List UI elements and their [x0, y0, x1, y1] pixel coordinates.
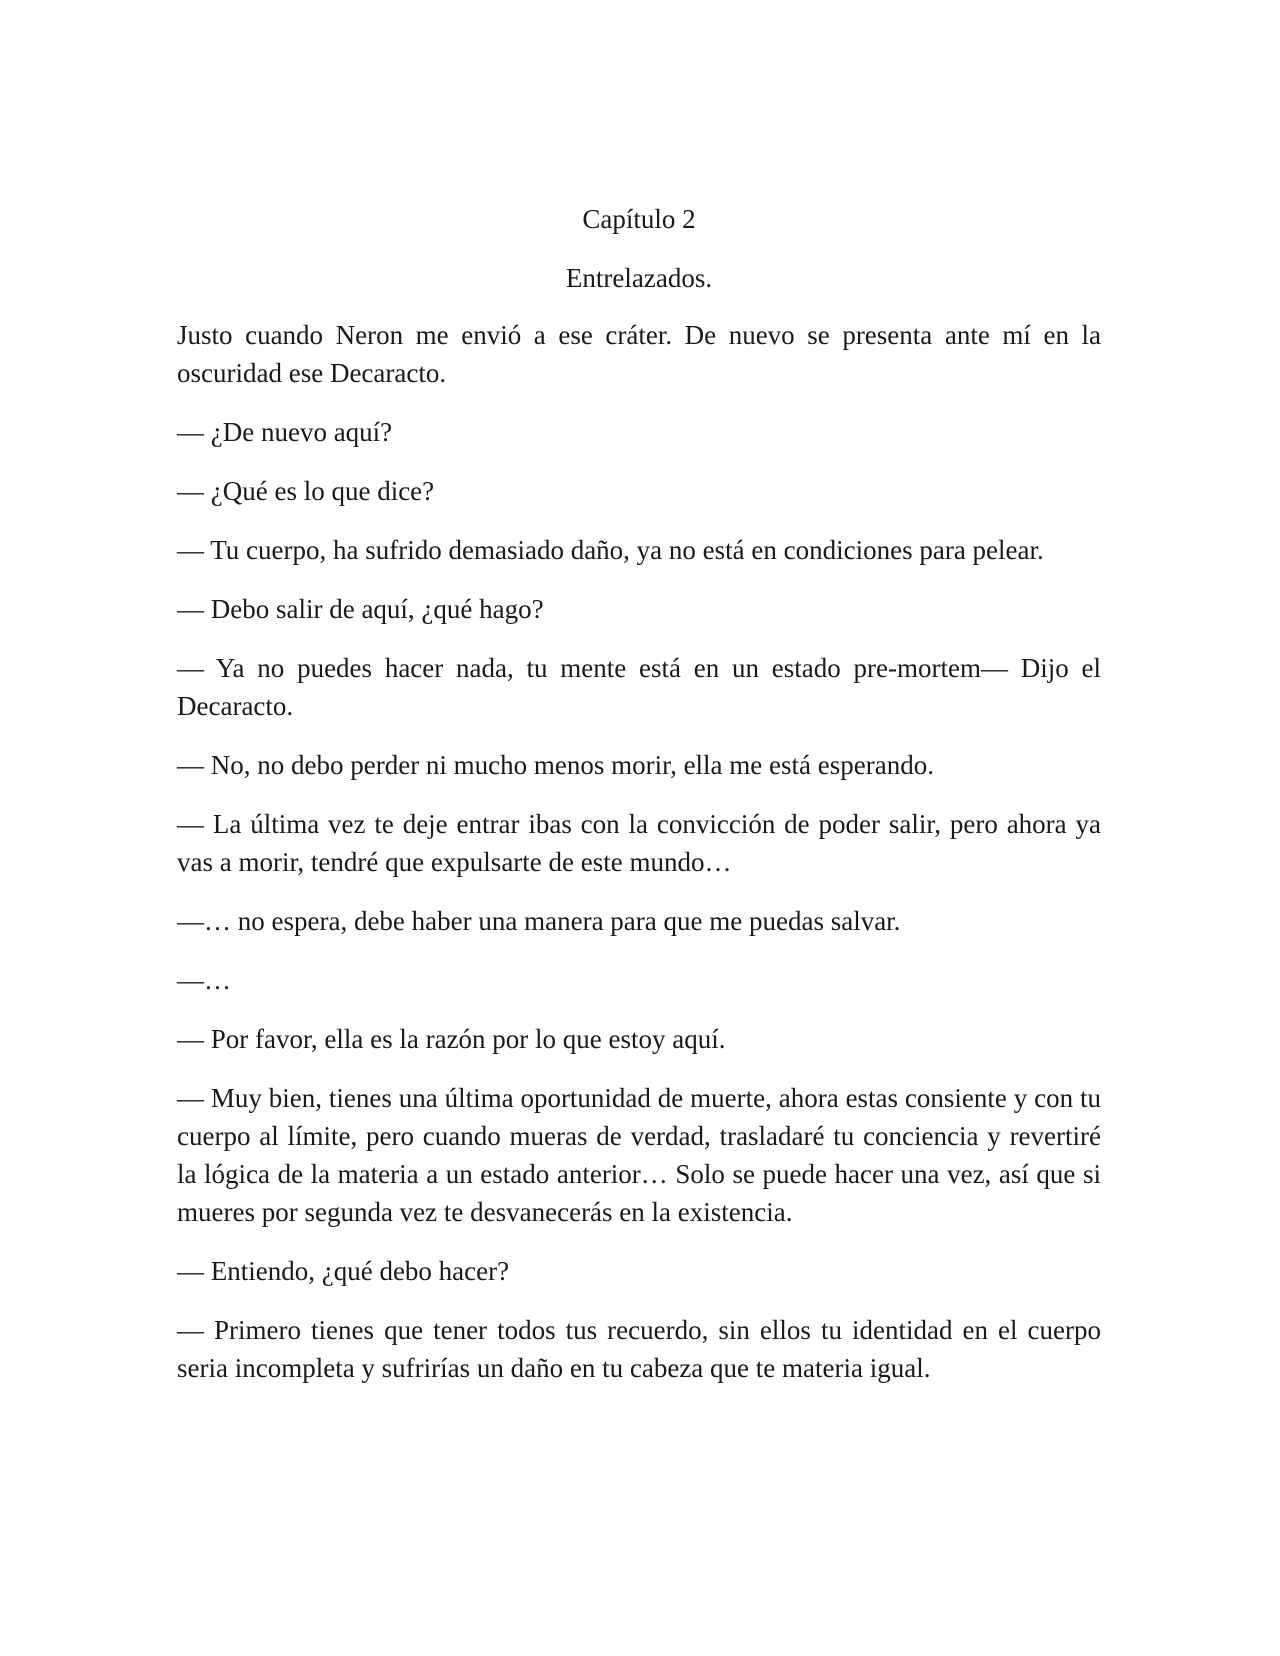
paragraph-dialogue: — La última vez te deje entrar ibas con la convicción de poder salir, pero ahora ya vas a morir, tendré que expulsarte de este mundo…	[177, 809, 1101, 877]
paragraph-dialogue: — Debo salir de aquí, ¿qué hago?	[177, 594, 544, 624]
chapter-heading: Capítulo 2	[582, 204, 696, 234]
paragraph-dialogue: — Tu cuerpo, ha sufrido demasiado daño, ya no está en condiciones para pelear.	[177, 535, 1044, 565]
paragraph-dialogue: —… no espera, debe haber una manera para que me puedas salvar.	[177, 906, 901, 936]
paragraph-dialogue: — Muy bien, tienes una última oportunidad de muerte, ahora estas consiente y con tu cuerpo al límite, pero cuando mueras de verdad, trasladaré tu conciencia y revertiré la lógica de la materia a un estado anterior… Solo se puede hacer una vez, así que si mueres por segunda vez te desvanecerás en la existencia.	[177, 1083, 1101, 1227]
paragraph-dialogue: — Primero tienes que tener todos tus recuerdo, sin ellos tu identidad en el cuerpo seria incompleta y sufrirías un daño en tu cabeza que te materia igual.	[177, 1315, 1101, 1383]
paragraph-narration: Justo cuando Neron me envió a ese cráter. De nuevo se presenta ante mí en la oscuridad ese Decaracto.	[177, 320, 1101, 388]
paragraph-dialogue: — Por favor, ella es la razón por lo que estoy aquí.	[177, 1024, 726, 1054]
paragraph-dialogue: — ¿Qué es lo que dice?	[177, 476, 435, 506]
paragraph-dialogue: — ¿De nuevo aquí?	[177, 417, 393, 447]
paragraph-dialogue: — Ya no puedes hacer nada, tu mente está en un estado pre-mortem— Dijo el Decaracto.	[177, 653, 1101, 721]
paragraph-dialogue: —…	[177, 965, 231, 995]
chapter-body	[177, 316, 1101, 1387]
paragraph-dialogue: — Entiendo, ¿qué debo hacer?	[177, 1256, 510, 1286]
paragraph-dialogue: — No, no debo perder ni mucho menos morir, ella me está esperando.	[177, 750, 934, 780]
chapter-subtitle: Entrelazados.	[565, 263, 713, 293]
document-page	[177, 200, 1101, 1408]
